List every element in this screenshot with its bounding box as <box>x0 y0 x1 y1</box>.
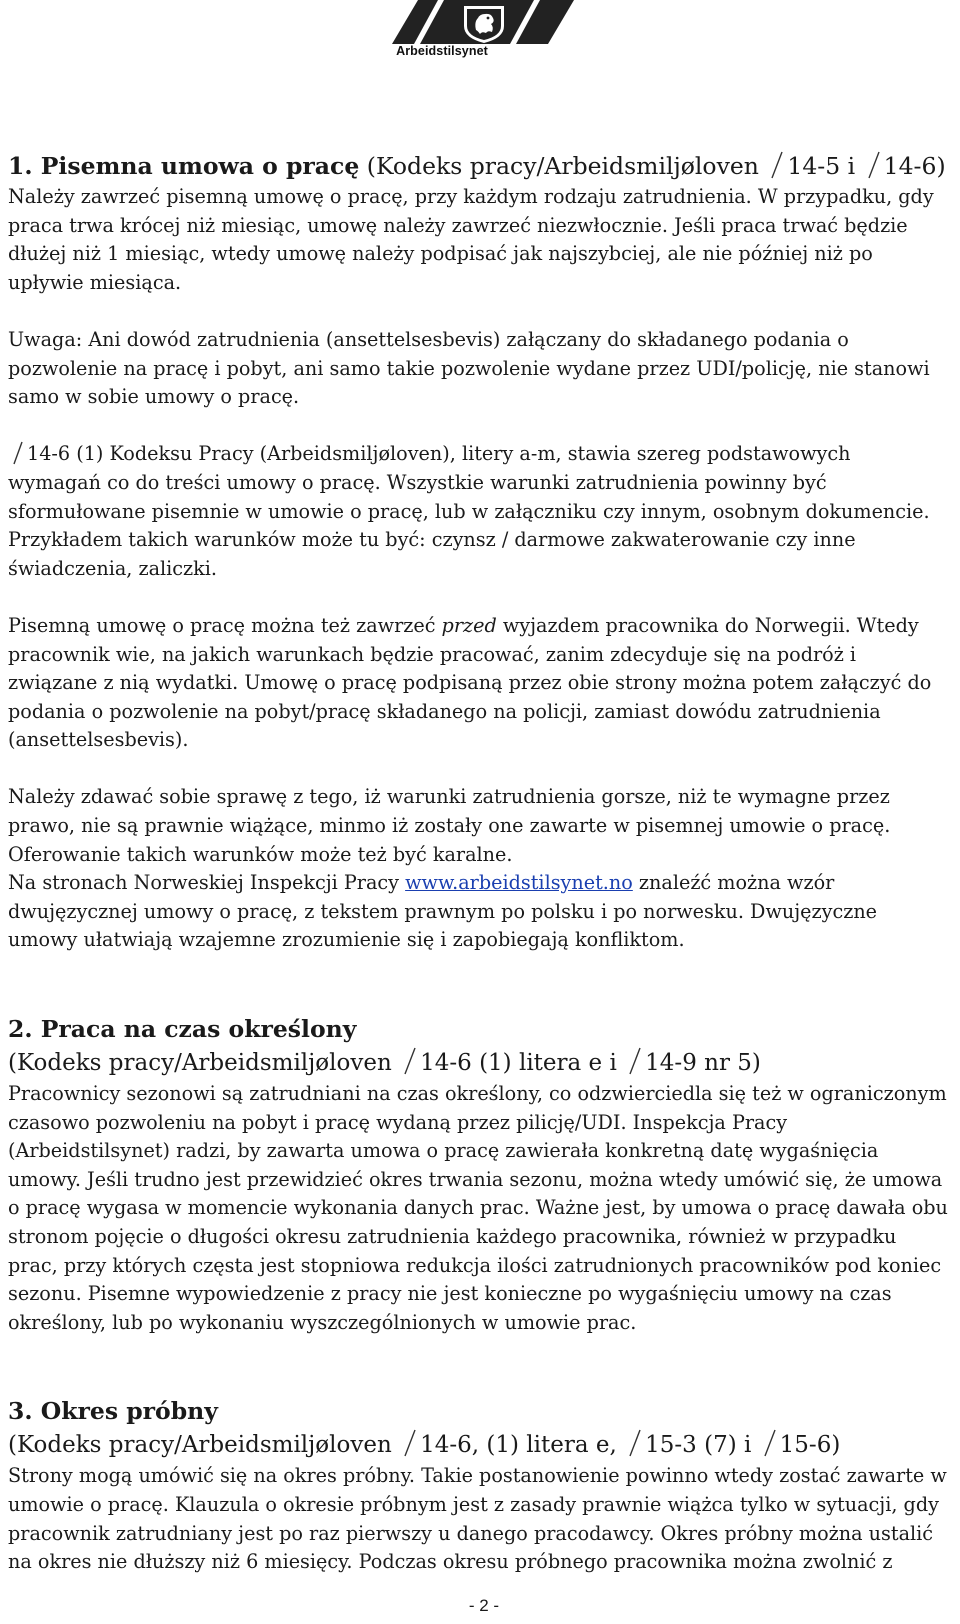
section-2-title: Praca na czas określony <box>40 1015 357 1044</box>
section-2-ref-prefix: (Kodeks pracy/Arbeidsmiljøloven <box>8 1050 392 1077</box>
section-1-paragraph-6 <box>8 869 948 955</box>
lion-shield-stripes-icon <box>392 0 574 44</box>
section-2-heading <box>8 1013 948 1046</box>
logo-text: Arbeidstilsynet <box>396 44 488 58</box>
section-1-paragraph-2: Uwaga: Ani dowód zatrudnienia (ansettelsesbevis) załączany do składanego podania o pozwolenie na pracę i pobyt, ani samo takie pozwolenie wydane przez UDI/policję, nie stanowi samo w sobie umowy o pracę. <box>8 327 930 409</box>
section-1-ref-a: 14-5 i <box>787 152 856 180</box>
section-1-paragraph-5: Należy zdawać sobie sprawę z tego, iż warunki zatrudnienia gorsze, niż te wymagne przez prawo, nie są prawnie wiążące, minmo iż zostały one zawarte w pisemnej umowie o pracę. Oferowanie takich warunków może też być karalne. <box>8 785 891 866</box>
section-sign-icon <box>628 1428 642 1458</box>
arbeidstilsynet-link[interactable]: www.arbeidstilsynet.no <box>405 871 633 895</box>
arbeidstilsynet-logo <box>392 0 574 70</box>
section-3-ref-prefix: (Kodeks pracy/Arbeidsmiljøloven <box>8 1432 392 1459</box>
section-1-number: 1. <box>8 152 33 180</box>
section-sign-icon <box>763 1428 777 1458</box>
section-3-number: 3. <box>8 1397 33 1426</box>
section-3-title: Okres próbny <box>40 1397 218 1426</box>
section-1-ref-prefix: (Kodeks pracy/Arbeidsmiljøloven <box>366 152 759 180</box>
section-sign-icon <box>12 440 24 466</box>
section-1-paragraph-4 <box>8 612 948 755</box>
section-1-heading <box>8 150 948 183</box>
section-3-ref-c: 15-6) <box>779 1432 841 1459</box>
section-1-ref-b: 14-6) <box>883 152 946 180</box>
document-body <box>8 150 948 1577</box>
paragraph-4-text-b: wyjazdem pracownika do Norwegii. Wtedy pracownik wie, na jakich warunkach będzie pracować, zanim zdecyduje się na podróż i związane z nią wydatki. Umowę o pracę podpisaną przez obie strony można potem załączyć do podania o pozwolenie na pobyt/pracę składanego na policji, zamiast dowódu zatrudnienia (ansettelsesbevis). <box>8 613 932 752</box>
section-sign-icon <box>867 150 881 180</box>
section-3-reference <box>8 1428 948 1462</box>
section-sign-icon <box>403 1428 417 1458</box>
paragraph-6-text-a: Na stronach Norweskiej Inspekcji Pracy <box>8 871 406 895</box>
section-1-paragraph-1: Należy zawrzeć pisemną umowę o pracę, przy każdym rodzaju zatrudnienia. W przypadku, gdy praca trwa krócej niż miesiąc, umowę należy zawrzeć niezwłocznie. Jeśli praca trwać będzie dłużej niż 1 miesiąc, wtedy umowę należy podpisać jak najszybciej, ale nie później niż po upływie miesiąca. <box>8 185 934 294</box>
section-sign-icon <box>770 150 784 180</box>
section-1-paragraph-3-text: 14-6 (1) Kodeksu Pracy (Arbeidsmiljøloven), litery a-m, stawia szereg podstawowych wymagań co do treści umowy o pracę. Wszystkie warunki zatrudnienia powinny być sformułowane pisemnie w umowie o pracę, lub w załączniku czy innym, osobnym dokumencie. Przykładem takich warunków może tu być: czynsz / darmowe zakwaterowanie czy inne świadczenia, zaliczki. <box>8 442 930 580</box>
section-sign-icon <box>403 1046 417 1076</box>
section-2-number: 2. <box>8 1015 33 1044</box>
section-2-reference <box>8 1046 948 1080</box>
section-3-paragraph-1: Strony mogą umówić się na okres próbny. Takie postanowienie powinno wtedy zostać zawarte w umowie o pracę. Klauzula o okresie próbnym jest z zasady prawnie wiążca tylko w sytuacji, gdy pracownik zatrudniany jest po raz pierwszy u danego pracodawcy. Okres próbny można ustalić na okres nie dłuższy niż 6 miesięcy. Podczas okresu próbnego pracownika można zwolnić z <box>8 1464 947 1574</box>
section-2-ref-b: 14-9 nr 5) <box>645 1050 761 1077</box>
section-sign-icon <box>628 1046 642 1076</box>
paragraph-6-text-b: znaleźć można wzór dwujęzycznej umowy o pracę, z tekstem prawnym po polsku i po norwesku. Dwujęzyczne umowy ułatwiają wzajemne zrozumienie się i zapobiegają konfliktom. <box>8 871 878 952</box>
paragraph-4-text-a: Pisemną umowę o pracę można też zawrzeć <box>8 613 442 637</box>
section-3-ref-b: 15-3 (7) i <box>645 1432 752 1459</box>
section-2-ref-a: 14-6 (1) litera e i <box>420 1050 617 1077</box>
section-3-ref-a: 14-6, (1) litera e, <box>420 1432 617 1459</box>
section-3-heading <box>8 1395 948 1428</box>
section-1-paragraph-3 <box>8 440 948 583</box>
page-number: - 2 - <box>468 1596 500 1615</box>
section-2-paragraph-1: Pracownicy sezonowi są zatrudniani na czas określony, co odzwierciedla się też w ograniczonym czasowo pozwoleniu na pobyt i pracę wydaną przez pilicję/UDI. Inspekcja Pracy (Arbeidstilsynet) radzi, by zawarta umowa o pracę zawierała konkretną datę wygaśnięcia umowy. Jeśli trudno jest przewidzieć okres trwania sezonu, można wtedy umówić się, że umowa o pracę wygasa w momencie wykonania danych prac. Ważne jest, by umowa o pracę dawała obu stronom pojęcie o długości okresu zatrudnienia każdego pracownika, również w przypadku prac, przy których częsta jest stopniowa redukcja ilości zatrudnionych pracowników pod koniec sezonu. Pisemne wypowiedzenie z pracy nie jest konieczne po wygaśnięciu umowy na czas określony, lub po wykonaniu wyszczególnionych w umowie prac. <box>8 1082 948 1334</box>
section-1-title: Pisemna umowa o pracę <box>40 152 360 180</box>
paragraph-4-italic: przed <box>441 613 497 637</box>
